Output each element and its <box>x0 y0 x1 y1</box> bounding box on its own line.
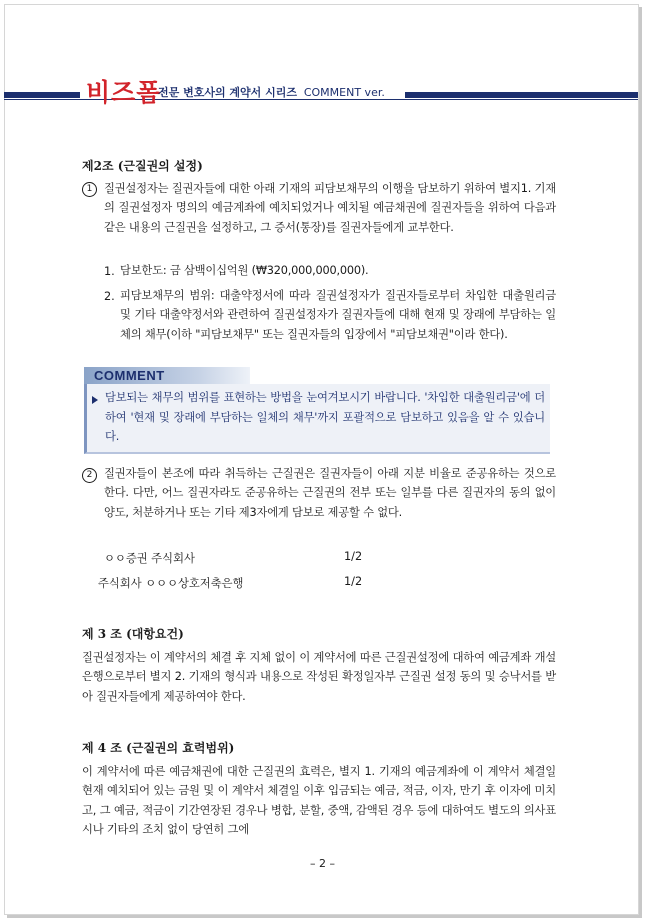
clause-2-marker: 2 <box>82 468 97 483</box>
header-stripe-left <box>4 92 80 98</box>
clause-2-text: 질권자들이 본조에 따라 취득하는 근질권은 질권자들이 아래 지분 비율로 준공유하는 것으로 한다. 다만, 어느 질권자라도 준공유하는 근질권의 전부 또는 일부를 다른 질권자의 동의 없이 양도, 처분하거나 또는 기타 제3자에게 담보로 제공할 수 없다. <box>104 467 556 519</box>
comment-text: 담보되는 채무의 범위를 표현하는 방법을 눈여겨보시기 바랍니다. '차입한 대출원리금'에 더하여 '현재 및 장래에 부담하는 일체의 채무'까지 포괄적으로 담보하고 있음을 알 수 있습니다. <box>105 391 545 443</box>
header-stripe-right <box>405 92 638 98</box>
series-title <box>158 84 385 100</box>
brand-logo: 비즈폼 <box>86 78 162 107</box>
item-1-number: 1. <box>104 265 115 278</box>
article-4-title: 제 4 조 (근질권의 효력범위) <box>82 741 235 755</box>
share-holder-2: 주식회사 ㅇㅇㅇ상호저축은행 <box>98 577 244 590</box>
series-name: 전문 변호사의 계약서 시리즈 <box>158 86 297 99</box>
share-ratio-2: 1/2 <box>344 575 363 588</box>
article-3-text: 질권설정자는 이 계약서의 체결 후 지체 없이 이 계약서에 따른 근질권설정에 대하여 예금계좌 개설은행으로부터 별지 2. 기재의 형식과 내용으로 작성된 확정일자부 근질권 설정 동의 및 승낙서를 받아 질권자들에게 제공하여야 한다. <box>82 651 556 703</box>
item-2-number: 2. <box>104 290 115 303</box>
item-1-text: 담보한도: 금 삼백이십억원 (₩320,000,000,000). <box>120 264 369 277</box>
comment-bullet-icon <box>92 396 98 404</box>
clause-1-text: 질권설정자는 질권자들에 대한 아래 기재의 피담보채무의 이행을 담보하기 위하여 별지1. 기재의 질권설정자 명의의 예금계좌에 예치되었거나 예치될 예금채권에 질권자들을 위하여 다음과 같은 내용의 근질권을 설정하고, 그 증서(통장)를 질권자들에게 교부한다. <box>104 182 556 234</box>
share-ratio-1: 1/2 <box>344 550 363 563</box>
item-2-text: 피담보채무의 범위: 대출약정서에 따라 질권설정자가 질권자들로부터 차입한 대출원리금 및 기타 대출약정서와 관련하여 질권설정자가 질권자들에 대해 현재 및 장래에 부담하는 일체의 채무(이하 "피담보채무" 또는 질권자들의 입장에서 "피담보채권"이라 한다). <box>120 289 556 341</box>
clause-1-marker: 1 <box>82 182 97 197</box>
page-number: – 2 – <box>310 857 335 870</box>
article-4-text: 이 계약서에 따른 예금채권에 대한 근질권의 효력은, 별지 1. 기재의 예금계좌에 이 계약서 체결일 현재 예치되어 있는 금원 및 이 계약서 체결일 이후 입금되는 예금, 적금, 이자, 만기 후 이자에 미치고, 그 예금, 적금이 기간연장된 경우나 병합, 분할, 중액, 감액된 경우 등에 대하여도 별도의 의사표시나 기타의 조치 없이 당연히 그에 <box>82 765 556 836</box>
series-version: COMMENT ver. <box>303 86 385 99</box>
share-holder-1: ㅇㅇ증권 주식회사 <box>104 552 195 565</box>
comment-label: COMMENT <box>84 367 250 384</box>
article-2-title: 제2조 (근질권의 설정) <box>82 159 203 173</box>
article-3-title: 제 3 조 (대항요건) <box>82 627 184 641</box>
